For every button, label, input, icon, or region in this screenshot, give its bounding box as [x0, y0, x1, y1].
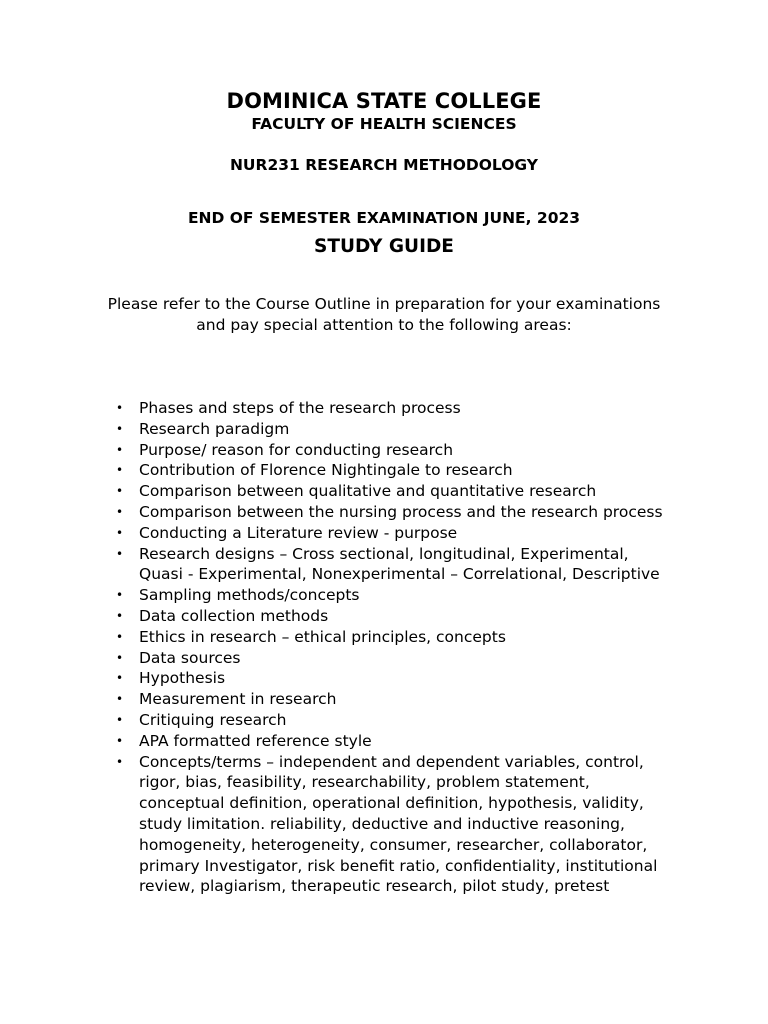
intro-paragraph [0, 294, 768, 336]
list-item [0, 689, 768, 710]
list-item-text: Critiquing research [139, 710, 287, 729]
list-item [0, 460, 768, 481]
list-item-text: review, plagiarism, therapeutic research, pilot study, pretest [139, 877, 610, 896]
list-item-text: Research designs – Cross sectional, longitudinal, Experimental, [139, 544, 629, 563]
list-item [0, 585, 768, 606]
list-item [0, 523, 768, 544]
bullet-icon: • [116, 504, 124, 519]
list-item-text: Hypothesis [139, 669, 226, 688]
bullet-icon: • [116, 463, 124, 478]
list-item-text: primary Investigator, risk benefit ratio, confidentiality, institutional [139, 856, 658, 875]
bullet-icon: • [116, 629, 124, 644]
bullet-icon: • [116, 712, 124, 727]
list-item [0, 668, 768, 689]
list-item-text: conceptual definition, operational definition, hypothesis, validity, [139, 794, 644, 813]
list-item-text: Data collection methods [139, 606, 329, 625]
bullet-icon: • [116, 650, 124, 665]
list-item-text: Ethics in research – ethical principles, concepts [139, 627, 506, 646]
list-item [0, 419, 768, 440]
list-item-text: Purpose/ reason for conducting research [139, 440, 454, 459]
list-item-text: Concepts/terms – independent and dependent variables, control, [139, 752, 644, 771]
list-item [0, 710, 768, 731]
list-item-text: Comparison between the nursing process and the research process [139, 502, 663, 521]
list-item-text: Contribution of Florence Nightingale to research [139, 461, 513, 480]
topic-list [0, 398, 768, 897]
list-item [0, 502, 768, 523]
bullet-icon: • [116, 608, 124, 623]
bullet-icon: • [116, 525, 124, 540]
list-item-text: Conducting a Literature review - purpose [139, 523, 458, 542]
list-item [0, 544, 768, 586]
bullet-icon: • [116, 754, 124, 769]
list-item-text: Measurement in research [139, 690, 337, 709]
exam-title: END OF SEMESTER EXAMINATION JUNE, 2023 [187, 209, 581, 227]
bullet-icon: • [116, 692, 124, 707]
list-item [0, 731, 768, 752]
bullet-icon: • [116, 442, 124, 457]
list-item-text: study limitation. reliability, deductive and inductive reasoning, [139, 814, 625, 833]
list-item-text: homogeneity, heterogeneity, consumer, researcher, collaborator, [139, 835, 648, 854]
list-item-text: Phases and steps of the research process [139, 399, 461, 417]
course-title: NUR231 RESEARCH METHODOLOGY [229, 156, 539, 174]
faculty-title: FACULTY OF HEALTH SCIENCES [251, 115, 517, 133]
bullet-icon: • [116, 421, 124, 436]
bullet-icon: • [116, 671, 124, 686]
bullet-icon: • [116, 546, 124, 561]
list-item-text: Comparison between qualitative and quantitative research [139, 482, 597, 501]
list-item-text: Quasi - Experimental, Nonexperimental – Correlational, Descriptive [139, 565, 660, 584]
list-item-text: Research paradigm [139, 419, 290, 438]
study-guide-title: STUDY GUIDE [314, 236, 454, 257]
bullet-icon: • [116, 484, 124, 499]
bullet-icon: • [116, 401, 124, 415]
bullet-icon: • [116, 733, 124, 748]
list-item [0, 648, 768, 669]
college-title: DOMINICA STATE COLLEGE [226, 89, 542, 113]
list-item [0, 627, 768, 648]
list-item [0, 440, 768, 461]
intro-line: Please refer to the Course Outline in preparation for your examinations [107, 295, 661, 313]
intro-line: and pay special attention to the following areas: [196, 316, 572, 334]
list-item [0, 398, 768, 419]
list-item-text: APA formatted reference style [139, 731, 372, 750]
list-item-text: Data sources [139, 648, 241, 667]
list-item [0, 481, 768, 502]
list-item [0, 606, 768, 627]
list-item-text: Sampling methods/concepts [139, 586, 360, 605]
list-item [0, 752, 768, 898]
list-item-text: rigor, bias, feasibility, researchability, problem statement, [139, 773, 590, 792]
bullet-icon: • [116, 588, 124, 603]
